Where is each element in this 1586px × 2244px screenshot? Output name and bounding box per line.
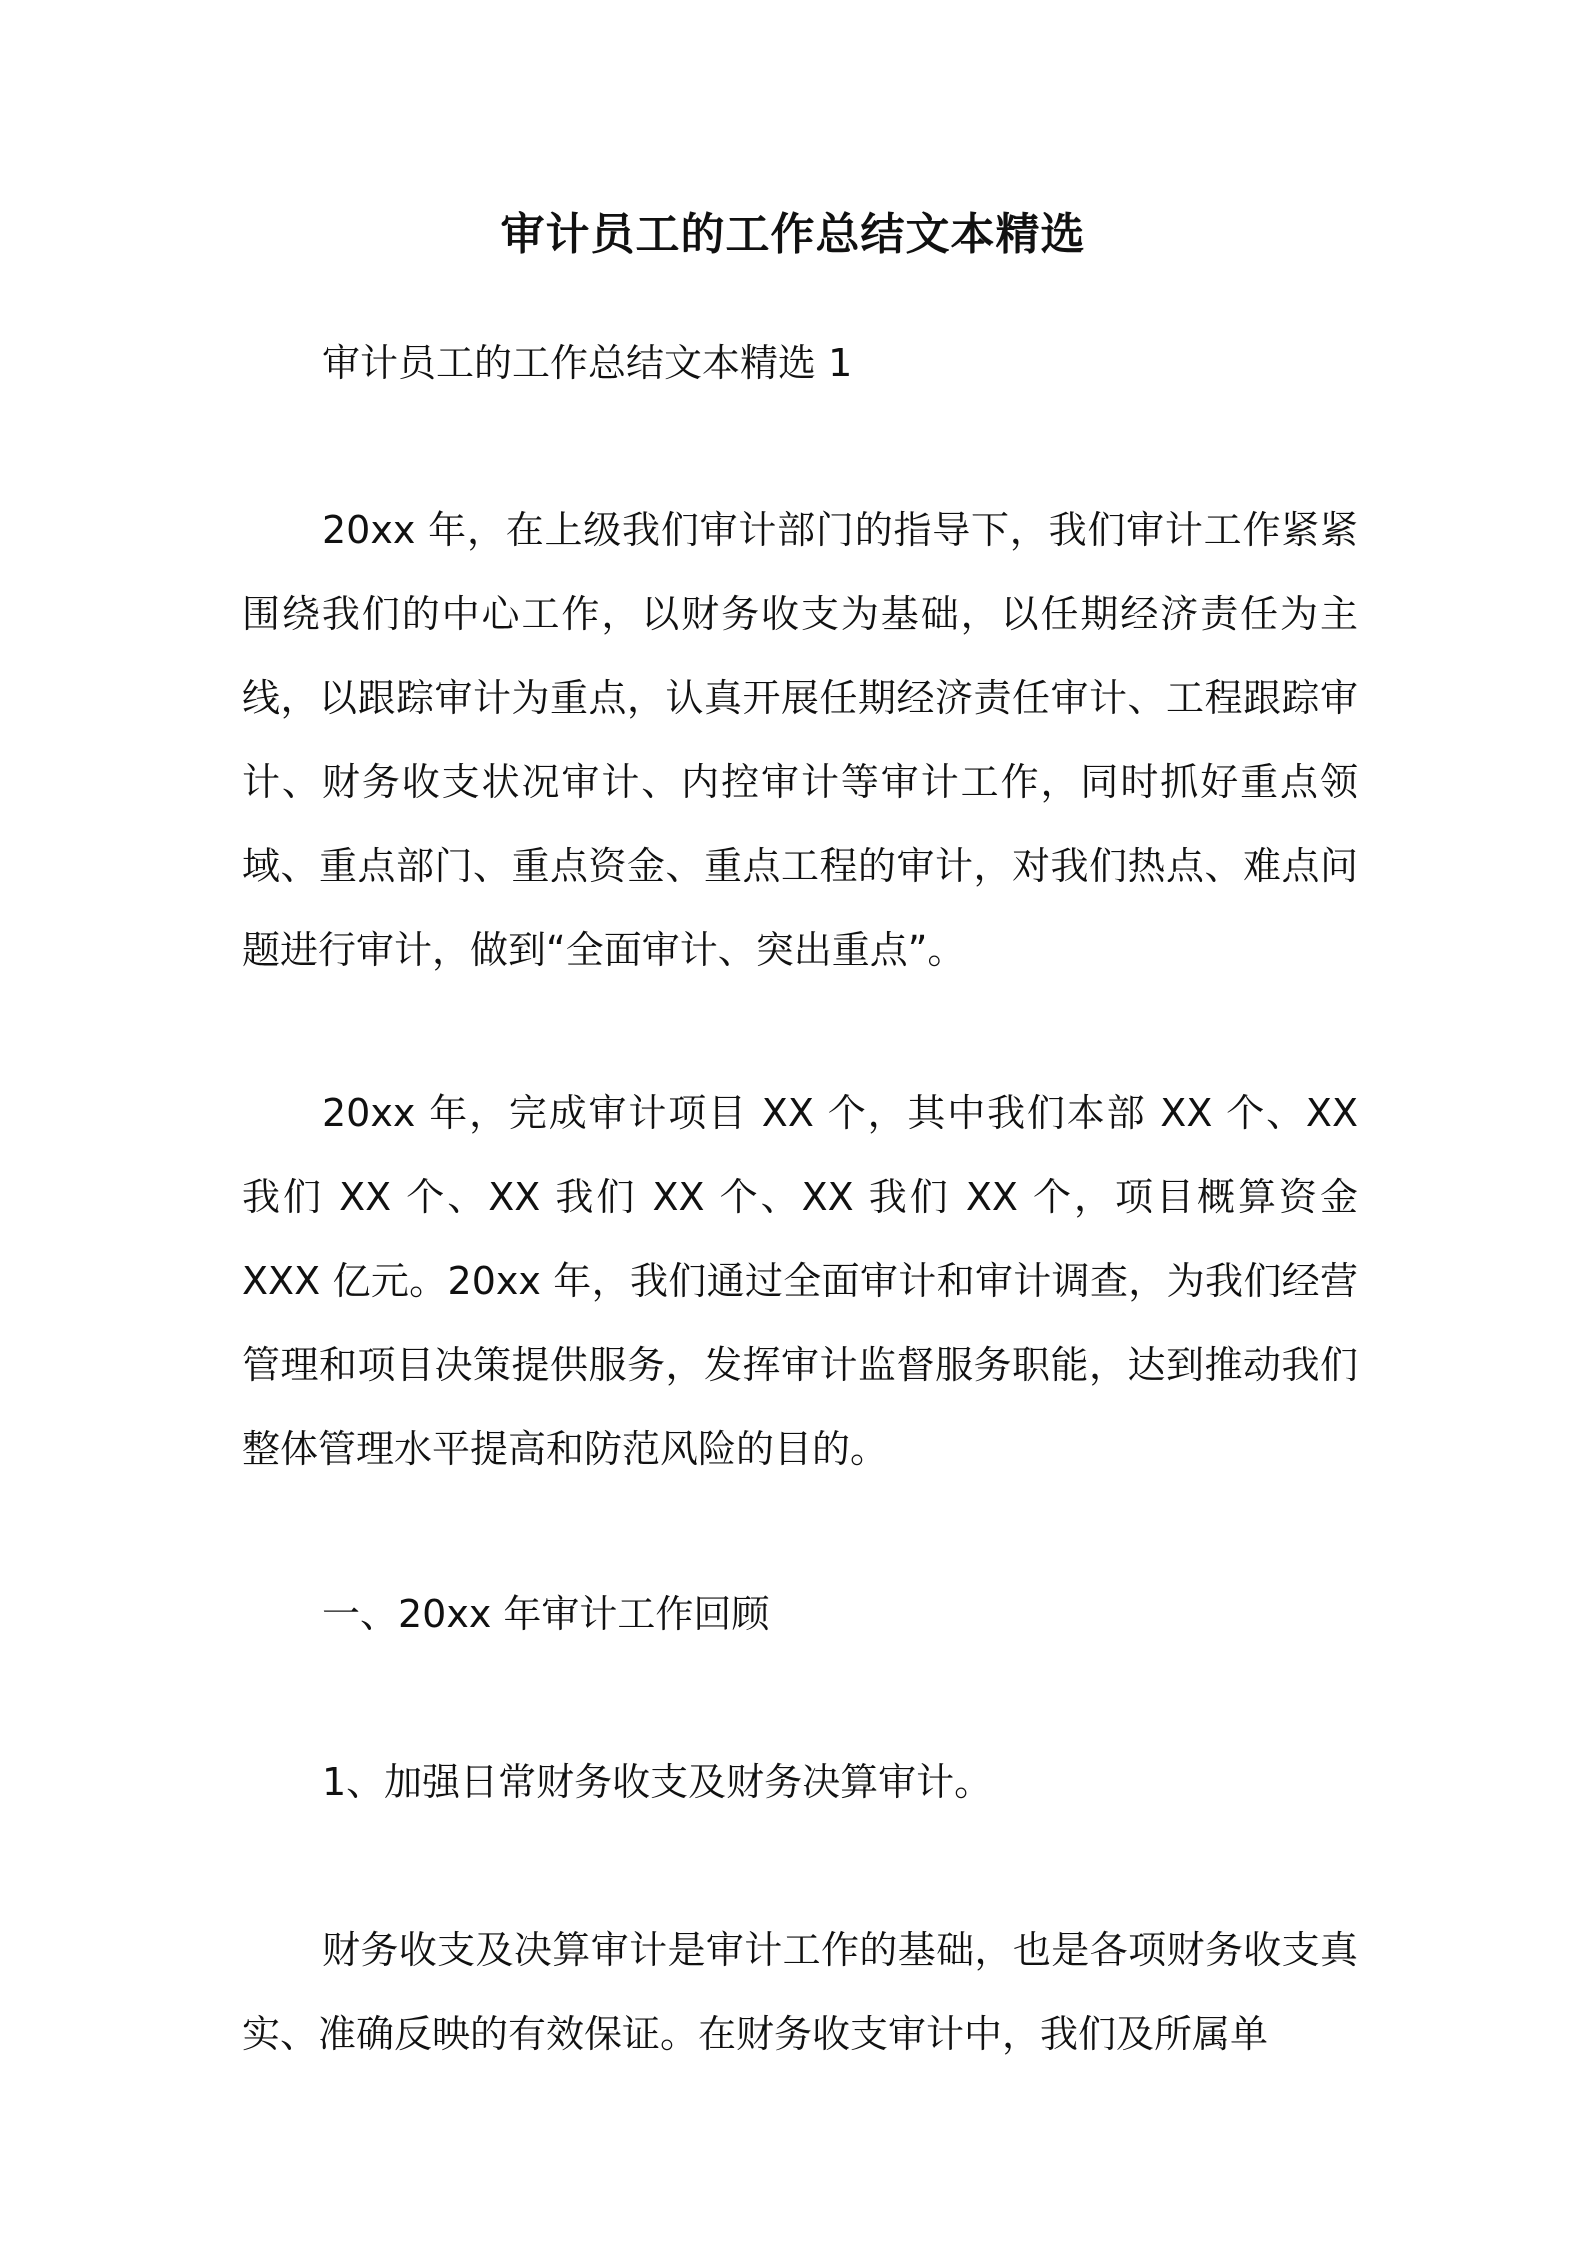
document-title: 审计员工的工作总结文本精选 — [500, 209, 1086, 260]
section-heading: 一、20xx 年审计工作回顾 — [322, 1592, 770, 1636]
item-heading: 1、加强日常财务收支及财务决算审计。 — [322, 1760, 993, 1804]
document-subtitle: 审计员工的工作总结文本精选 1 — [322, 341, 853, 385]
paragraph-3: 财务收支及决算审计是审计工作的基础，也是各项财务收支真实、准确反映的有效保证。在财务收支审计中，我们及所属单 — [242, 1928, 1358, 2056]
paragraph-2: 20xx 年，完成审计项目 XX 个，其中我们本部 XX 个、XX 我们 XX 个、XX 我们 XX 个、XX 我们 XX 个，项目概算资金 XXX 亿元。20xx 年，我们通过全面审计和审计调查，为我们经营管理和项目决策提供服务，发挥审计监督服务职能，达到推动我们整体管理水平提高和防范风险的目的。 — [242, 1091, 1358, 1471]
paragraph-1: 20xx 年，在上级我们审计部门的指导下，我们审计工作紧紧围绕我们的中心工作，以财务收支为基础，以任期经济责任为主线，以跟踪审计为重点，认真开展任期经济责任审计、工程跟踪审计、财务收支状况审计、内控审计等审计工作，同时抓好重点领域、重点部门、重点资金、重点工程的审计，对我们热点、难点问题进行审计，做到“全面审计、突出重点”。 — [242, 508, 1358, 972]
